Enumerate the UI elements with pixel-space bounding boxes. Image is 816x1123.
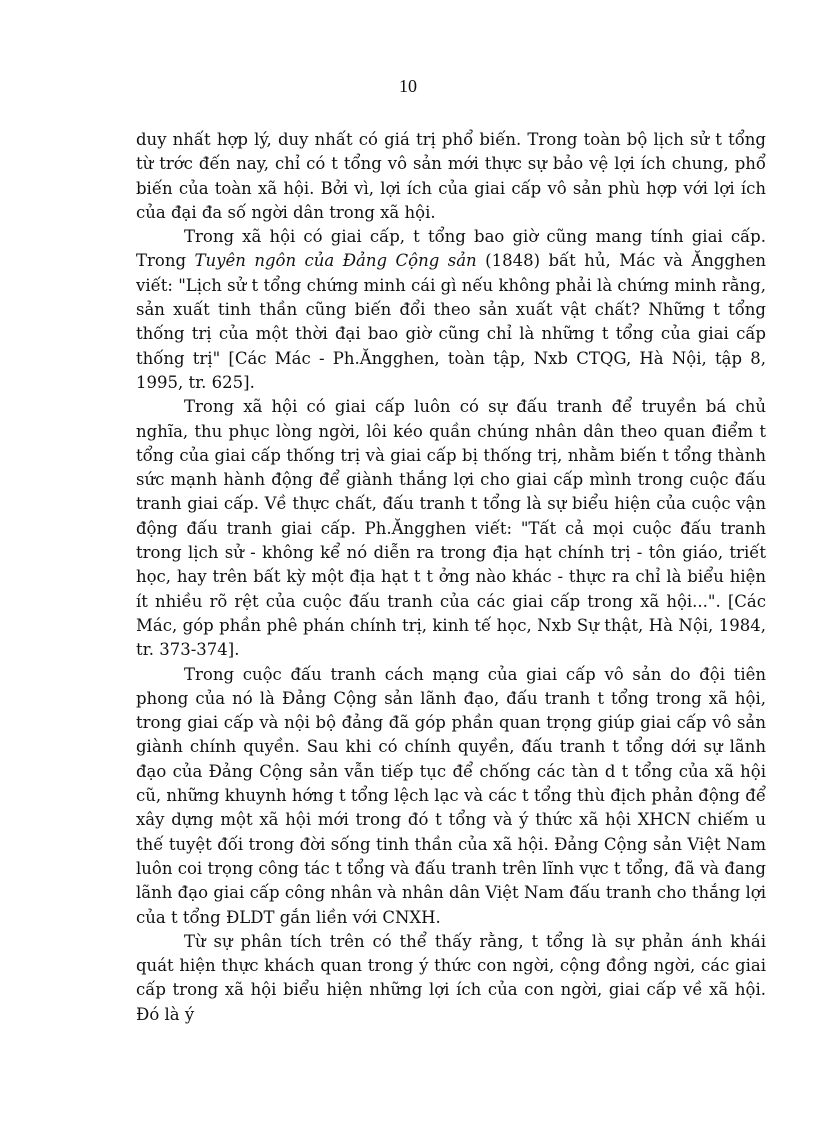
paragraph [136,225,766,395]
body-text [136,128,766,1027]
paragraph [136,395,766,662]
paragraph-text: Trong xã hội có giai cấp, t tổng bao giờ cũng mang tính giai cấp. Trong [136,227,766,271]
paragraph-text: Trong xã hội có giai cấp luôn có sự đấu tranh để truyền bá chủ nghĩa, thu phục lòng ngời, lôi kéo quần chúng nhân dân theo quan điểm t tổng của giai cấp thống trị và giai cấp bị thống trị, nhằm biến t tổng thành sức mạnh hành động để giành thắng lợi cho giai cấp mình trong cuộc đấu tranh giai cấp. Về thực chất, đấu tranh t tổng là sự biểu hiện của cuộc vận động đấu tranh giai cấp. Ph.Ăngghen viết: "Tất cả mọi cuộc đấu tranh trong lịch sử - không kể nó diễn ra trong địa hạt chính trị - tôn giáo, triết học, hay trên bất kỳ một địa hạt t t ởng nào khác - thực ra chỉ là biểu hiện ít nhiều rõ rệt của cuộc đấu tranh của các giai cấp trong xã hội...". [Các Mác, góp phần phê phán chính trị, kinh tế học, Nxb Sự thật, Hà Nội, 1984, tr. 373-374]. [136,397,766,660]
paragraph-text: (1848) bất hủ, Mác và Ăngghen viết: "Lịch sử t tổng chứng minh cái gì nếu không phải là chứng minh rằng, sản xuất tinh thần cũng biến đổi theo sản xuất vật chất? Những t tổng thống trị của một thời đại bao giờ cũng chỉ là những t tổng của giai cấp thống trị" [Các Mác - Ph.Ăngghen, toàn tập, Nxb CTQG, Hà Nội, tập 8, 1995, tr. 625]. [136,251,767,392]
paragraph-text: Trong cuộc đấu tranh cách mạng của giai cấp vô sản do đội tiên phong của nó là Đảng Cộng sản lãnh đạo, đấu tranh t tổng trong xã hội, trong giai cấp và nội bộ đảng đã góp phần quan trọng giúp giai cấp vô sản giành chính quyền. Sau khi có chính quyền, đấu tranh t tổng dới sự lãnh đạo của Đảng Cộng sản vẫn tiếp tục để chống các tàn d t tổng của xã hội cũ, những khuynh hớng t tổng lệch lạc và các t tổng thù địch phản động để xây dựng một xã hội mới trong đó t tổng và ý thức xã hội XHCN chiếm u thế tuyệt đối trong đời sống tinh thần của xã hội. Đảng Cộng sản Việt Nam luôn coi trọng công tác t tổng và đấu tranh trên lĩnh vực t tổng, đã và đang lãnh đạo giai cấp công nhân và nhân dân Việt Nam đấu tranh cho thắng lợi của t tổng ĐLDT gắn liền với CNXH. [136,664,766,927]
paragraph-text: Từ sự phân tích trên có thể thấy rằng, t tổng là sự phản ánh khái quát hiện thực khách quan trong ý thức con ngời, cộng đồng ngời, các giai cấp trong xã hội biểu hiện những lợi ích của con ngời, giai cấp về xã hội. Đó là ý [136,931,766,1024]
page-number: 10 [399,76,417,96]
book-title-italic: Tuyên ngôn của Đảng Cộng sản [194,251,477,271]
paragraph [136,930,766,1027]
paragraph [136,663,766,930]
paragraph [136,128,766,225]
paragraph-text: duy nhất hợp lý, duy nhất có giá trị phổ biến. Trong toàn bộ lịch sử t tổng từ trớc đến nay, chỉ có t tổng vô sản mới thực sự bảo vệ lợi ích chung, phổ biến của toàn xã hội. Bởi vì, lợi ích của giai cấp vô sản phù hợp với lợi ích của đại đa số ngời dân trong xã hội. [136,130,766,222]
